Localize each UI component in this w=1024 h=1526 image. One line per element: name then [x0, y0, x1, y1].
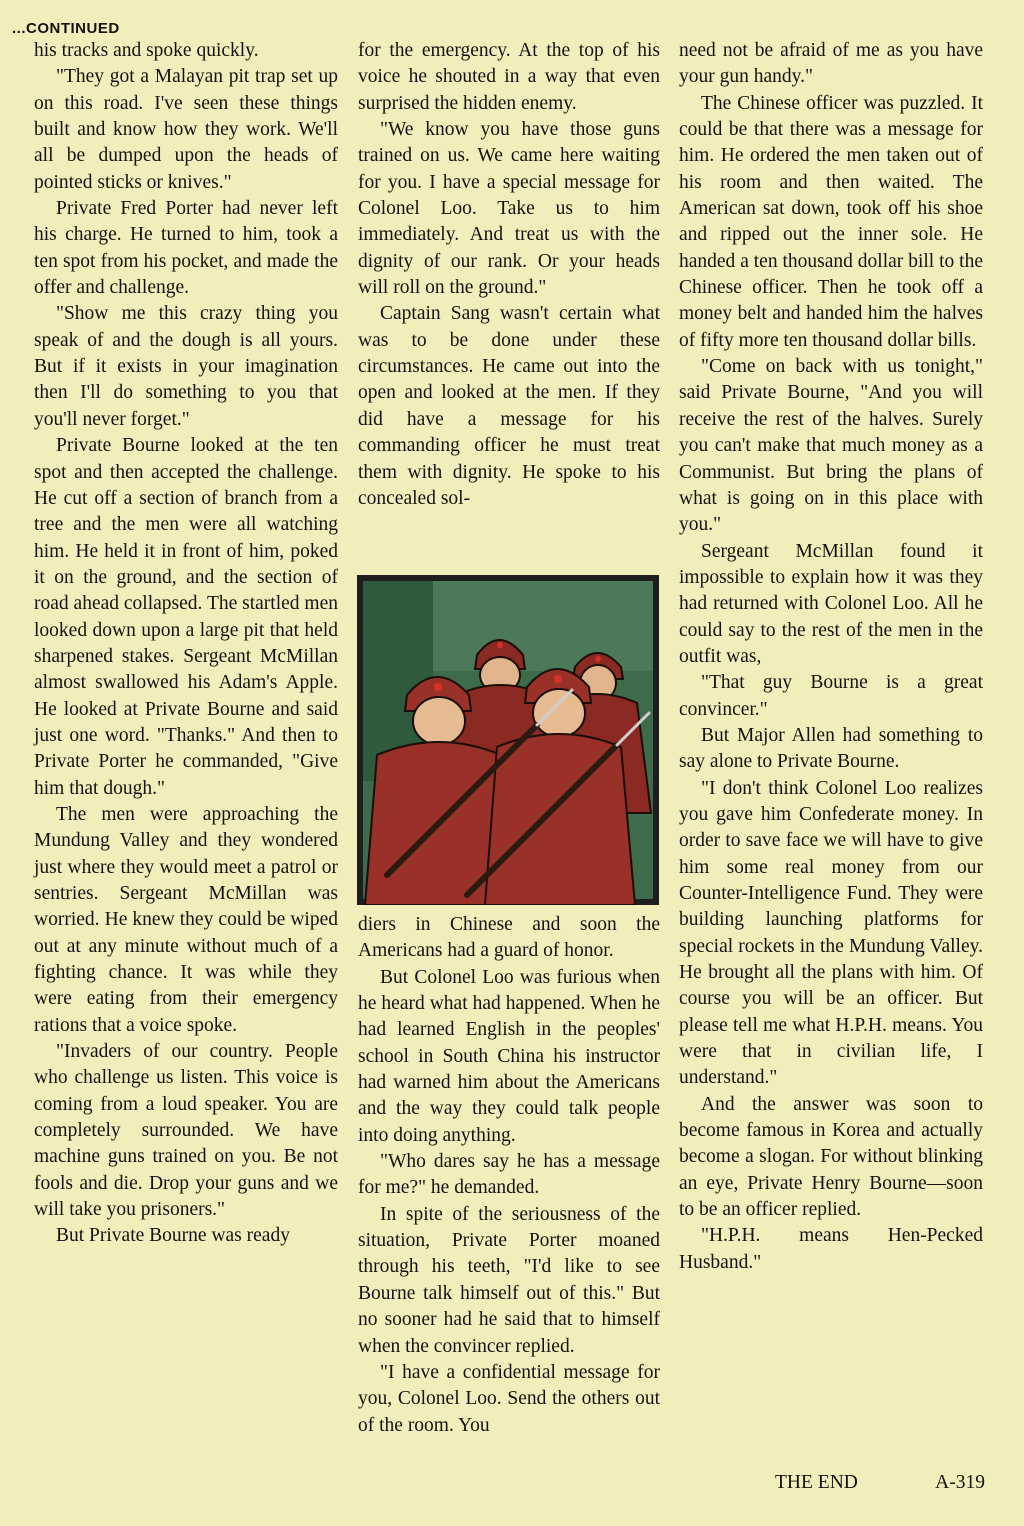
paragraph: "Who dares say he has a message for me?" he demanded. [358, 1151, 660, 1199]
continued-header: ...CONTINUED [12, 20, 120, 37]
paragraph: The Chinese officer was puzzled. It could be that there was a message for him. He ordered the men taken out of his room and then waited. The American sat down, took off his shoe and ripped out the inner sole. He handed a ten thousand dollar bill to the Chinese officer. Then he took off a money belt and handed him the halves of fifty more ten thousand dollar bills. [679, 92, 983, 351]
paragraph: Private Fred Porter had never left his charge. He turned to him, took a ten spot from his pocket, and made the offer and challenge. [34, 198, 338, 299]
paragraph: "That guy Bourne is a great convincer." [679, 672, 983, 720]
paragraph: "Come on back with us tonight," said Private Bourne, "And you will receive the rest of the halves. Surely you can't make that much money as a Communist. But bring the plans of what is going on in this place with you." [679, 356, 983, 536]
paragraph: "H.P.H. means Hen-Pecked Husband." [679, 1225, 983, 1273]
paragraph: need not be afraid of me as you have your gun handy." [679, 40, 983, 88]
paragraph: diers in Chinese and soon the Americans had a guard of honor. [358, 914, 660, 962]
story-code: A-319 [935, 1472, 985, 1493]
paragraph: "I have a confidential message for you, Colonel Loo. Send the others out of the room. You [358, 1361, 660, 1436]
paragraph: "We know you have those guns trained on us. We came here waiting for you. I have a special message for Colonel Loo. Take us to him immediately. And treat us with the dignity of our rank. Or your heads will roll on the ground." [358, 119, 660, 299]
soldiers-illustration [357, 575, 659, 905]
paragraph: "They got a Malayan pit trap set up on this road. I've seen these things built and know how they work. We'll all be dumped upon the heads of pointed sticks or knives." [34, 66, 338, 193]
paragraph: But Colonel Loo was furious when he heard what had happened. When he had learned English in the peoples' school in South China his instructor had warned him about the Americans and the way they could talk people into doing anything. [358, 966, 660, 1146]
paragraph: for the emergency. At the top of his voice he shouted in a way that even surprised the hidden enemy. [358, 40, 660, 114]
the-end-label: THE END [775, 1472, 858, 1493]
paragraph: But Private Bourne was ready [56, 1225, 290, 1247]
paragraph: his tracks and spoke quickly. [34, 40, 259, 61]
comic-panel-soldiers [357, 575, 659, 905]
paragraph: Captain Sang wasn't certain what was to be done under these circumstances. He came out into the open and looked at the men. If they did have a message for his commanding officer he must treat them with dignity. He spoke to his concealed sol- [358, 303, 660, 509]
paragraph: In spite of the seriousness of the situation, Private Porter moaned through his teeth, "I'd like to see Bourne talk himself out of this." But no sooner had he said that to himself when the convincer replied. [358, 1203, 660, 1357]
paragraph: "Show me this crazy thing you speak of and the dough is all yours. But if it exists in your imagination then I'll do something to you that you'll never forget." [34, 303, 338, 430]
text-column-2-top [358, 38, 660, 512]
text-column-1 [34, 38, 338, 1250]
paragraph: The men were approaching the Mundung Valley and they wondered just where they would meet a patrol or sentries. Sergeant McMillan was worried. He knew they could be wiped out at any minute without much of a fighting chance. It was while they were eating from their emergency rations that a voice spoke. [34, 803, 338, 1036]
page-footer [775, 1472, 985, 1494]
paragraph: "I don't think Colonel Loo realizes you gave him Confederate money. In order to save face we will have to give him some real money from our Counter-Intelligence Fund. They were building launching platforms for special rockets in the Mundung Valley. He brought all the plans with him. Of course you will be an officer. But please tell me what H.P.H. means. You were that in civilian life, I understand." [679, 777, 983, 1089]
paragraph: And the answer was soon to become famous in Korea and actually become a slogan. For without blinking an eye, Private Henry Bourne—soon to be an officer replied. [679, 1093, 983, 1221]
text-column-3 [679, 38, 983, 1276]
text-column-2-bottom [358, 912, 660, 1439]
paragraph: But Major Allen had something to say alone to Private Bourne. [679, 724, 983, 773]
paragraph: "Invaders of our country. People who challenge us listen. This voice is coming from a loud speaker. You are completely surrounded. We have machine guns trained on you. Be not fools and die. Drop your guns and we will take you prisoners." [34, 1041, 338, 1221]
paragraph: Sergeant McMillan found it impossible to explain how it was they had returned with Colonel Loo. All he could say to the rest of the men in the outfit was, [679, 540, 983, 667]
paragraph: Private Bourne looked at the ten spot and then accepted the challenge. He cut off a section of branch from a tree and the men were all watching him. He held it in front of him, poked it on the ground, and the section of road ahead collapsed. The startled men looked down upon a large pit that held sharpened stakes. Sergeant McMillan almost swallowed his Adam's Apple. He looked at Private Bourne and said just one word. "Thanks." And then to Private Porter he commanded, "Give him that dough." [34, 435, 338, 799]
